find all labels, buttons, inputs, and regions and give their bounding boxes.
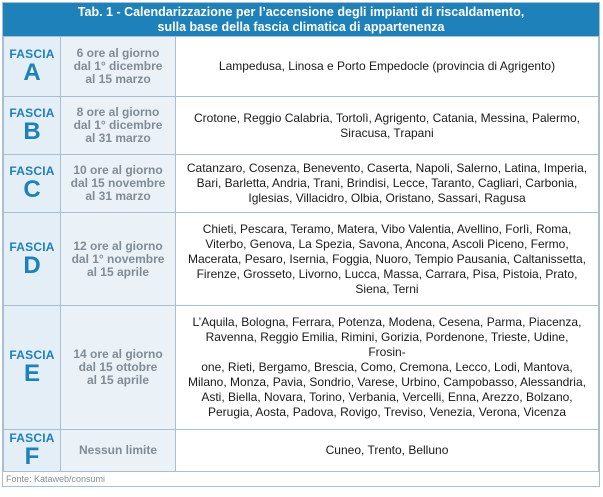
cities-cell-f [176, 430, 599, 472]
period-line: 8 ore al giorno [76, 105, 160, 119]
period-cell-e [61, 306, 176, 430]
cities-cell-b [176, 97, 599, 155]
fascia-letter: C [23, 176, 41, 203]
cities-cell-e [176, 306, 599, 430]
fascia-cell-a [4, 37, 61, 97]
fascia-cell-b [4, 97, 61, 155]
table-row-fascia-a [4, 37, 599, 97]
fascia-cell-f [4, 430, 61, 472]
cities-line: Cuneo, Trento, Belluno [325, 443, 449, 457]
period-cell-a [61, 37, 176, 97]
cities-line: Chieti, Pescara, Teramo, Matera, Vibo Valentia, Avellino, Forlì, Roma, [202, 221, 572, 236]
cities-line: Siena, Terni [355, 281, 419, 296]
period-line: 14 ore al giorno [73, 347, 163, 361]
period-line: 12 ore al giorno [73, 238, 163, 253]
fascia-cell-c [4, 155, 61, 213]
period-line: dal 1° novembre [71, 251, 165, 266]
table-row-fascia-c [4, 155, 599, 213]
table-title-line-2: sulla base della fascia climatica di appartenenza [157, 20, 445, 34]
cities-line: Siracusa, Trapani [340, 125, 434, 140]
cities-line: Viterbo, Genova, La Spezia, Savona, Ancona, Ascoli Piceno, Fermo, [205, 236, 569, 251]
cities-line: L’Aquila, Bologna, Ferrara, Potenza, Modena, Cesena, Parma, Piacenza, [192, 315, 582, 329]
cities-line: Perugia, Aosta, Padova, Rovigo, Treviso, Venezia, Verona, Vicenza [207, 405, 566, 419]
heating-calendar-table [2, 2, 600, 487]
cities-line: Iglesias, Villacidro, Olbia, Oristano, Sassari, Ragusa [248, 191, 526, 205]
cities-line: Catanzaro, Cosenza, Benevento, Caserta, Napoli, Salerno, Latina, Imperia, [186, 161, 588, 175]
period-line: Nessun limite [78, 443, 158, 457]
cities-cell-a [176, 37, 599, 97]
fascia-letter: F [24, 443, 40, 470]
fascia-label: FASCIA [9, 348, 55, 362]
cities-line: Macerata, Pesaro, Isernia, Foggia, Nuoro, Tempio Pausania, Caltanissetta, [188, 251, 586, 266]
cities-line: Milano, Monza, Pavia, Sondrio, Varese, Urbino, Campobasso, Alessandria, [188, 375, 586, 389]
fascia-label: FASCIA [9, 431, 55, 445]
table-row-fascia-e [4, 306, 599, 430]
table-row-fascia-f [4, 430, 599, 472]
period-cell-b [61, 97, 176, 155]
cities-line: Ravenna, Reggio Emilia, Rimini, Gorizia, Pordenone, Trieste, Udine, Frosin- [205, 330, 569, 359]
cities-line: Asti, Biella, Novara, Torino, Verbania, Vercelli, Enna, Arezzo, Bolzano, [201, 390, 573, 404]
cities-line: Crotone, Reggio Calabria, Tortolì, Agrigento, Catania, Messina, Palermo, [194, 110, 580, 125]
fascia-label: FASCIA [9, 239, 55, 254]
cities-cell-d [176, 213, 599, 306]
fascia-cell-e [4, 306, 61, 430]
fascia-letter: A [23, 59, 41, 86]
cities-line: Bari, Barletta, Andria, Trani, Brindisi, Lecce, Taranto, Cagliari, Carbonia, [196, 176, 578, 190]
period-cell-d [61, 213, 176, 306]
period-line: al 31 marzo [85, 189, 151, 203]
period-line: dal 15 novembre [70, 176, 166, 190]
fascia-letter: D [23, 251, 41, 279]
cities-line: Lampedusa, Linosa e Porto Empedocle (provincia di Agrigento) [218, 59, 556, 73]
fasce-table [3, 36, 599, 472]
fascia-letter: E [23, 360, 40, 387]
period-line: al 15 aprile [86, 264, 150, 279]
period-line: dal 15 ottobre [78, 360, 158, 374]
fascia-cell-d [4, 213, 61, 306]
period-line: 6 ore al giorno [76, 46, 160, 60]
period-line: 10 ore al giorno [73, 163, 163, 177]
fascia-label: FASCIA [9, 164, 55, 178]
cities-line: one, Rieti, Bergamo, Brescia, Como, Cremona, Lecco, Lodi, Mantova, [201, 360, 573, 374]
source-note: Fonte: Kataweb/consumi [6, 474, 106, 484]
cities-cell-c [176, 155, 599, 213]
period-line: al 15 marzo [85, 72, 151, 86]
table-title-line-1: Tab. 1 - Calendarizzazione per l’accensione degli impianti di riscaldamento, [77, 5, 525, 19]
table-row-fascia-d [4, 213, 599, 306]
cities-line: Firenze, Grosseto, Livorno, Lucca, Massa, Carrara, Pisa, Pistoia, Prato, [196, 266, 578, 281]
period-line: al 31 marzo [85, 131, 151, 145]
table-row-fascia-b [4, 97, 599, 155]
period-cell-f [61, 430, 176, 472]
period-cell-c [61, 155, 176, 213]
table-title [3, 3, 599, 36]
fascia-label: FASCIA [9, 106, 55, 120]
fascia-letter: B [23, 118, 41, 145]
fascia-label: FASCIA [9, 47, 55, 61]
period-line: dal 1° dicembre [73, 59, 163, 73]
period-line: al 15 aprile [86, 373, 150, 387]
period-line: dal 1° dicembre [73, 118, 163, 132]
